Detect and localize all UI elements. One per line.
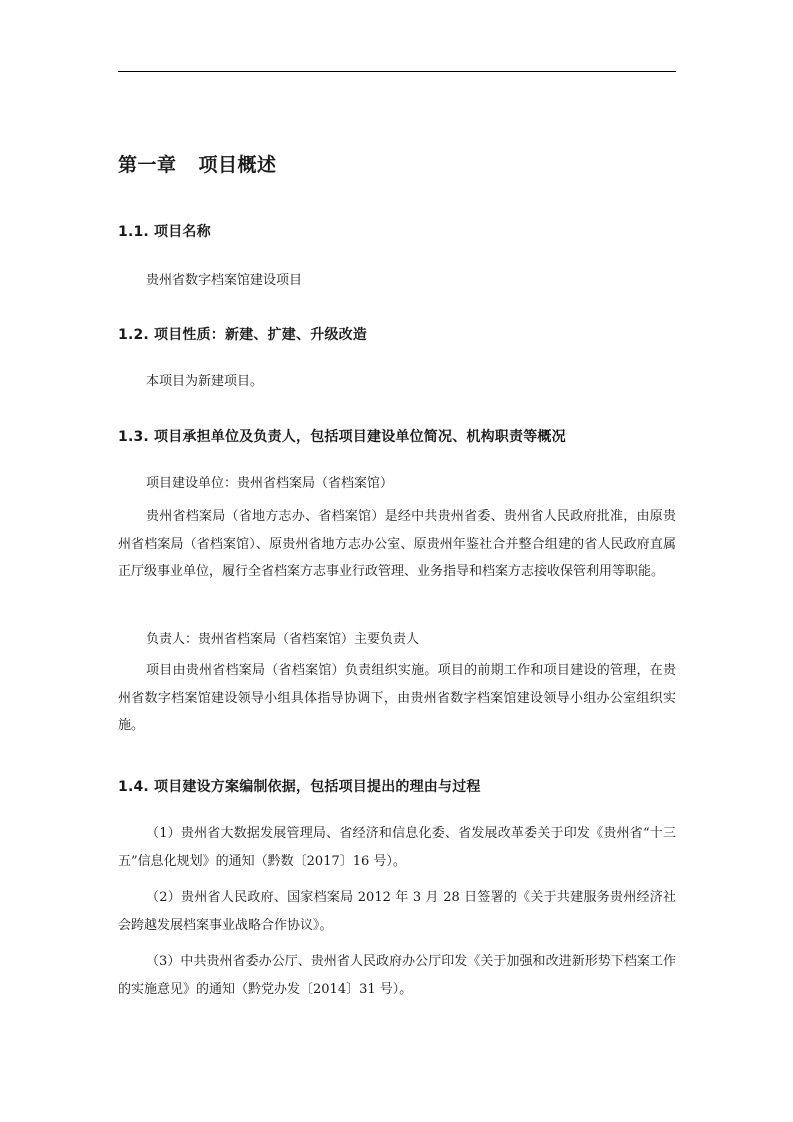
chapter-title <box>118 150 277 177</box>
chapter-number: 第一章 <box>118 154 177 176</box>
paragraph-unit-overview: 贵州省档案局（省地方志办、省档案馆）是经中共贵州省委、贵州省人民政府批准，由原贵州省档案局（省档案馆）、原贵州省地方志办公室、原贵州年鉴社合并整合组建的省人民政府直属正厅级事业单位，履行全省档案方志事业行政管理、业务指导和档案方志接收保管利用等职能。 <box>118 509 676 579</box>
section-heading-1-3: 1.3. 项目承担单位及负责人，包括项目建设单位简况、机构职责等概况 <box>118 429 566 445</box>
paragraph-project-nature: 本项目为新建项目。 <box>146 374 264 389</box>
paragraph-basis-1: （1）贵州省大数据发展管理局、省经济和信息化委、省发展改革委关于印发《贵州省“十三五”信息化规划》的通知（黔数〔2017〕16 号）。 <box>118 826 676 869</box>
paragraph-construction-unit: 项目建设单位：贵州省档案局（省档案馆） <box>146 476 394 491</box>
paragraph-basis-3: （3）中共贵州省委办公厅、贵州省人民政府办公厅印发《关于加强和改进新形势下档案工作的实施意见》的通知（黔党办发〔2014〕31 号）。 <box>118 954 676 997</box>
header-rule <box>118 71 676 72</box>
section-heading-1-1: 1.1. 项目名称 <box>118 224 211 240</box>
paragraph-project-name: 贵州省数字档案馆建设项目 <box>146 273 303 288</box>
section-heading-1-2: 1.2. 项目性质：新建、扩建、升级改造 <box>118 327 367 343</box>
paragraph-basis-2: （2）贵州省人民政府、国家档案局 2012 年 3 月 28 日签署的《关于共建服务贵州经济社会跨越发展档案事业战略合作协议》。 <box>118 890 676 933</box>
paragraph-implementation: 项目由贵州省档案局（省档案馆）负责组织实施。项目的前期工作和项目建设的管理，在贵州省数字档案馆建设领导小组具体指导协调下，由贵州省数字档案馆建设领导小组办公室组织实施。 <box>118 663 676 733</box>
section-heading-1-4: 1.4. 项目建设方案编制依据，包括项目提出的理由与过程 <box>118 779 481 795</box>
paragraph-responsible-person: 负责人：贵州省档案局（省档案馆）主要负责人 <box>146 632 420 647</box>
chapter-name: 项目概述 <box>198 154 277 176</box>
